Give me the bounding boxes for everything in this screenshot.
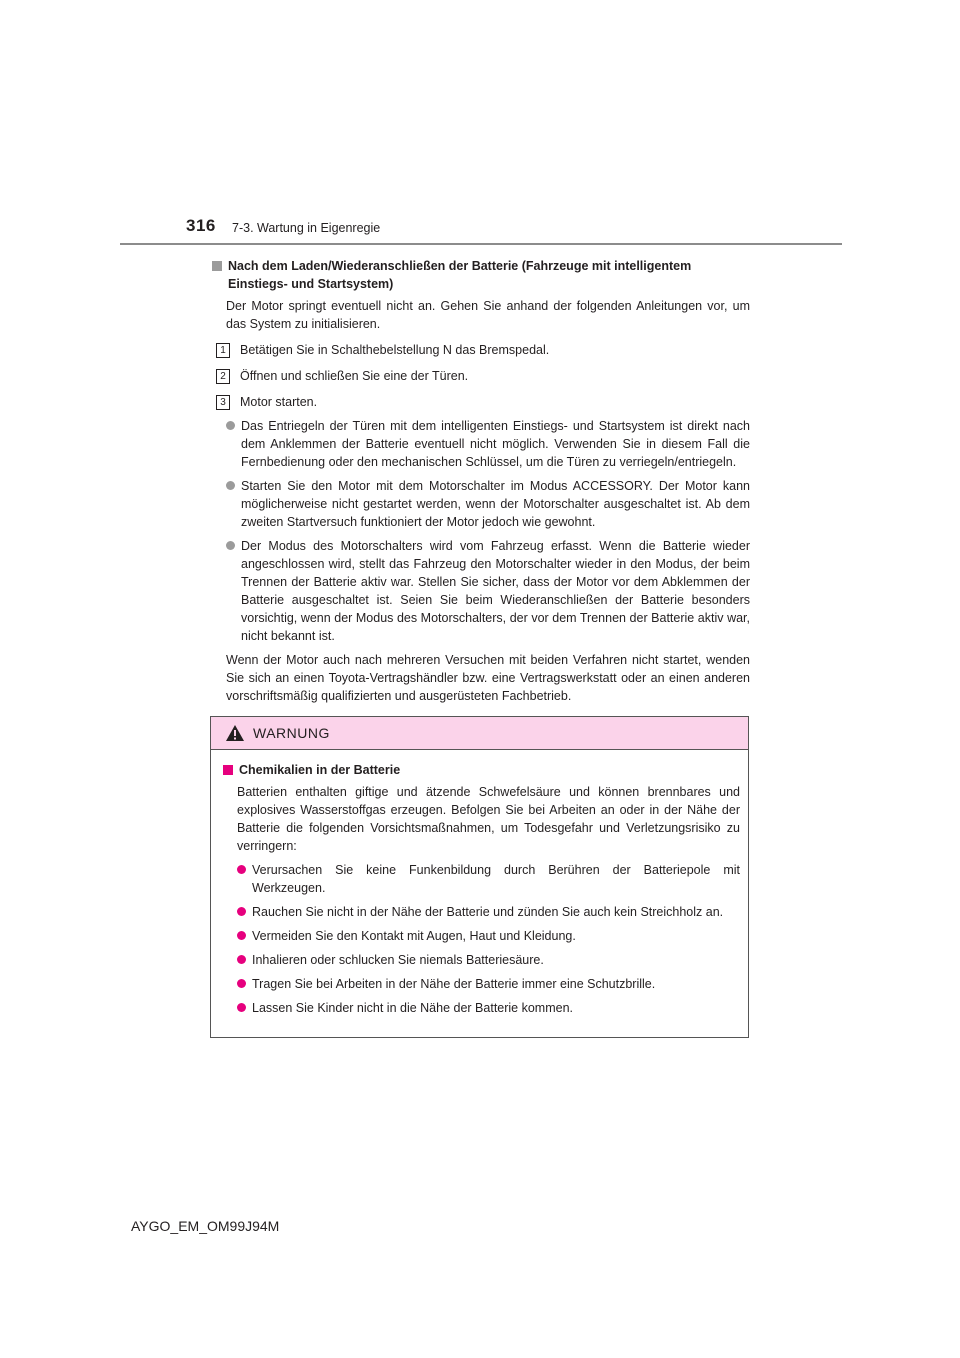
- bullet-text: Lassen Sie Kinder nicht in die Nähe der Batterie kommen.: [252, 1001, 574, 1015]
- bullet-text: Starten Sie den Motor mit dem Motorschalter im Modus ACCESSORY. Der Motor kann möglicherweise nicht gestartet werden, wenn der Motorschalter ausgeschaltet ist. Ab dem zweiten Startversuch funktioniert der Motor jedoch wie gewohnt.: [241, 479, 750, 529]
- step-text: Betätigen Sie in Schalthebelstellung N das Bremspedal.: [240, 343, 550, 357]
- bullet-item: [226, 417, 750, 471]
- step-text: Motor starten.: [240, 395, 318, 409]
- bullet-item: [237, 903, 740, 921]
- warning-box: [210, 716, 749, 1038]
- bullet-dot-icon: [237, 907, 246, 916]
- bullet-text: Inhalieren oder schlucken Sie niemals Batteriesäure.: [252, 953, 544, 967]
- bullet-text: Der Modus des Motorschalters wird vom Fahrzeug erfasst. Wenn die Batterie wieder angeschlossen wird, stellt das Fahrzeug den Motorschalter wieder in den Modus, der beim Trennen der Batterie aktiv war. Stellen Sie sicher, dass der Motor vor dem Abklemmen der Batterie ausgeschaltet ist. Seien Sie beim Wiederanschließen der Batterie besonders vorsichtig, wenn der Modus des Motorschalters, der vor dem Trennen der Batterie aktiv war, nicht bekannt ist.: [241, 539, 750, 643]
- bullet-dot-icon: [237, 955, 246, 964]
- step-number: 1: [216, 343, 230, 358]
- bullet-item: [237, 999, 740, 1017]
- warning-list: [223, 861, 740, 1017]
- document-code: AYGO_EM_OM99J94M: [131, 1218, 280, 1234]
- warning-heading-square-icon: [223, 765, 233, 775]
- bullet-text: Das Entriegeln der Türen mit dem intelligenten Einstiegs- und Startsystem ist direkt nach dem Anklemmen der Batterie eventuell nicht möglich. Verwenden Sie in diesem Fall die Fernbedienung oder den mechanischen Schlüssel, um die Türen zu verriegeln/entriegeln.: [241, 419, 750, 469]
- warning-triangle-icon: [225, 724, 245, 742]
- section-heading: [212, 257, 750, 293]
- warning-header: [211, 717, 748, 750]
- bullet-text: Vermeiden Sie den Kontakt mit Augen, Haut und Kleidung.: [252, 929, 576, 943]
- bullet-dot-icon: [226, 481, 235, 490]
- bullet-item: [237, 861, 740, 897]
- bullet-dot-icon: [237, 931, 246, 940]
- step-text: Öffnen und schließen Sie eine der Türen.: [240, 369, 469, 383]
- main-content: [212, 257, 750, 705]
- closing-paragraph: Wenn der Motor auch nach mehreren Versuchen mit beiden Verfahren nicht startet, wenden Sie sich an einen Toyota-Vertragshändler bzw. eine Vertragswerkstatt oder an einen anderen vorschriftsmäßig qualifizierten und ausgerüsteten Fachbetrieb.: [226, 653, 750, 703]
- section-title: 7-3. Wartung in Eigenregie: [232, 221, 381, 235]
- bullet-item: [237, 927, 740, 945]
- step-number: 2: [216, 369, 230, 384]
- intro-paragraph: Der Motor springt eventuell nicht an. Gehen Sie anhand der folgenden Anleitungen vor, um das System zu initialisieren.: [226, 299, 750, 331]
- warning-body: [211, 750, 748, 1017]
- bullet-item: [226, 477, 750, 531]
- warning-label: WARNUNG: [253, 725, 330, 741]
- bullet-item: [226, 537, 750, 645]
- bullet-dot-icon: [237, 865, 246, 874]
- bullet-item: [237, 975, 740, 993]
- bullet-dot-icon: [237, 1003, 246, 1012]
- page-number: 316: [186, 216, 216, 235]
- step-item: [216, 341, 750, 359]
- step-item: [216, 367, 750, 385]
- bullet-dot-icon: [226, 541, 235, 550]
- steps-list: [212, 341, 750, 411]
- notes-list: [212, 417, 750, 645]
- step-item: [216, 393, 750, 411]
- bullet-dot-icon: [226, 421, 235, 430]
- warning-heading-text: Chemikalien in der Batterie: [239, 763, 401, 777]
- heading-square-icon: [212, 261, 222, 271]
- bullet-dot-icon: [237, 979, 246, 988]
- warning-intro: Batterien enthalten giftige und ätzende Schwefelsäure und können brennbares und explosives Wasserstoffgas erzeugen. Befolgen Sie bei Arbeiten an oder in der Nähe der Batterie die folgenden Vorsichtsmaßnahmen, um Todesgefahr und Verletzungsrisiko zu verringern:: [237, 785, 740, 853]
- header-divider: [120, 243, 842, 245]
- bullet-text: Rauchen Sie nicht in der Nähe der Batterie und zünden Sie auch kein Streichholz an.: [252, 905, 724, 919]
- bullet-text: Tragen Sie bei Arbeiten in der Nähe der Batterie immer eine Schutzbrille.: [252, 977, 656, 991]
- warning-heading: [223, 761, 740, 779]
- bullet-text: Verursachen Sie keine Funkenbildung durch Berühren der Batteriepole mit Werkzeugen.: [252, 863, 740, 895]
- bullet-item: [237, 951, 740, 969]
- section-heading-text: Nach dem Laden/Wiederanschließen der Batterie (Fahrzeuge mit intelligentem Einstiegs- und Startsystem): [228, 259, 692, 291]
- step-number: 3: [216, 395, 230, 410]
